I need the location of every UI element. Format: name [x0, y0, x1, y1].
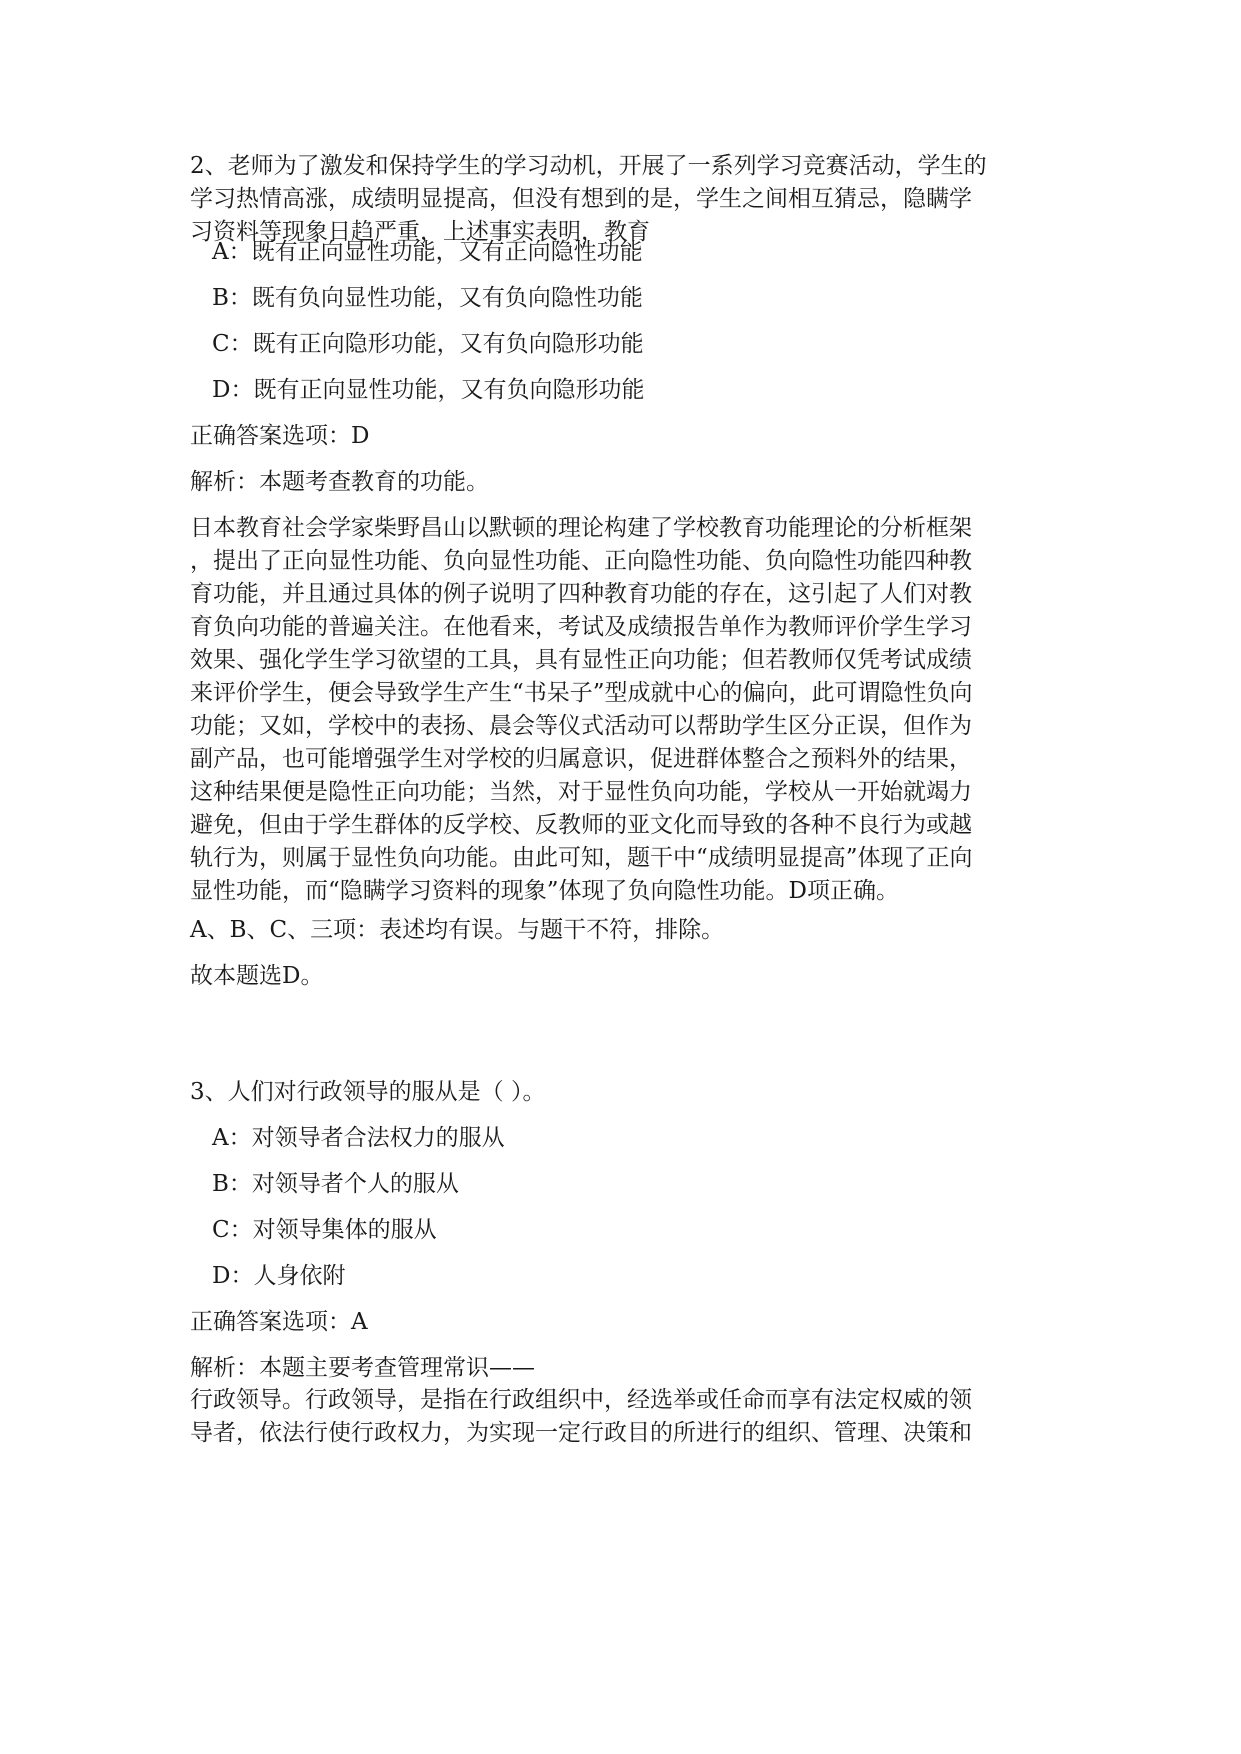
analysis-exclusion: A、B、C、三项：表述均有误。与题干不符，排除。 — [190, 917, 725, 943]
correct-answer: 正确答案选项：A — [190, 1309, 368, 1335]
analysis-paragraph — [190, 1384, 1060, 1450]
analysis-label: 解析：本题主要考查管理常识—— — [190, 1355, 535, 1381]
analysis-line: 育负向功能的普遍关注。在他看来，考试及成绩报告单作为教师评价学生学习 — [190, 614, 972, 640]
question-stem — [190, 150, 1060, 249]
analysis-line: 副产品，也可能增强学生对学校的归属意识，促进群体整合之预料外的结果， — [190, 746, 972, 772]
analysis-line: 来评价学生，便会导致学生产生“书呆子”型成就中心的偏向，此可谓隐性负向 — [190, 680, 973, 706]
analysis-paragraph — [190, 512, 1060, 908]
stem-line: 学习热情高涨，成绩明显提高，但没有想到的是，学生之间相互猜忌，隐瞒学 — [190, 186, 972, 212]
analysis-line: 日本教育社会学家柴野昌山以默顿的理论构建了学校教育功能理论的分析框架 — [190, 515, 972, 541]
analysis-line: 效果、强化学生学习欲望的工具，具有显性正向功能；但若教师仅凭考试成绩 — [190, 647, 972, 673]
option-c: C：既有正向隐形功能，又有负向隐形功能 — [212, 331, 644, 357]
question-3-stem: 3、人们对行政领导的服从是（ ）。 — [190, 1079, 546, 1105]
analysis-label: 解析：本题考查教育的功能。 — [190, 469, 489, 495]
analysis-line: ，提出了正向显性功能、负向显性功能、正向隐性功能、负向隐性功能四种教 — [190, 548, 972, 574]
analysis-line: 避免，但由于学生群体的反学校、反教师的亚文化而导致的各种不良行为或越 — [190, 812, 972, 838]
analysis-conclusion: 故本题选D。 — [190, 963, 324, 989]
option-d: D：人身依附 — [212, 1263, 346, 1289]
analysis-line: 显性功能，而“隐瞒学习资料的现象”体现了负向隐性功能。D项正确。 — [190, 878, 899, 904]
analysis-line: 这种结果便是隐性正向功能；当然，对于显性负向功能，学校从一开始就竭力 — [190, 779, 972, 805]
analysis-line: 行政领导。行政领导，是指在行政组织中，经选举或任命而享有法定权威的领 — [190, 1387, 972, 1413]
analysis-line: 育功能，并且通过具体的例子说明了四种教育功能的存在，这引起了人们对教 — [190, 581, 972, 607]
analysis-body — [190, 1384, 1060, 1450]
option-b: B：既有负向显性功能，又有负向隐性功能 — [212, 285, 643, 311]
analysis-body — [190, 512, 1060, 908]
option-b: B：对领导者个人的服从 — [212, 1171, 459, 1197]
correct-answer: 正确答案选项：D — [190, 423, 370, 449]
option-a: A：既有正向显性功能，又有正向隐性功能 — [212, 239, 643, 265]
question-2 — [190, 150, 1060, 249]
analysis-line: 轨行为，则属于显性负向功能。由此可知，题干中“成绩明显提高”体现了正向 — [190, 845, 973, 871]
analysis-line: 导者，依法行使行政权力，为实现一定行政目的所进行的组织、管理、决策和 — [190, 1420, 972, 1446]
analysis-line: 功能；又如，学校中的表扬、晨会等仪式活动可以帮助学生区分正误，但作为 — [190, 713, 972, 739]
option-c: C：对领导集体的服从 — [212, 1217, 437, 1243]
option-d: D：既有正向显性功能，又有负向隐形功能 — [212, 377, 645, 403]
option-a: A：对领导者合法权力的服从 — [212, 1125, 505, 1151]
stem-line: 习资料等现象日趋严重，上述事实表明，教育 — [190, 219, 650, 245]
stem-line: 2、老师为了激发和保持学生的学习动机，开展了一系列学习竞赛活动，学生的 — [190, 153, 987, 179]
